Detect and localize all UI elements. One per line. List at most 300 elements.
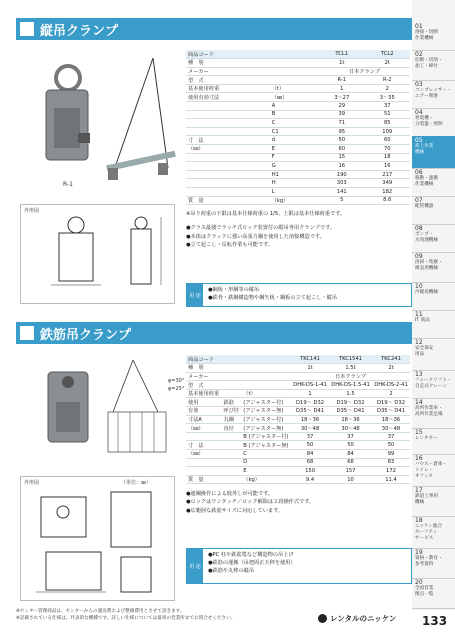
sidebar-item-number: 09 xyxy=(415,253,423,260)
table-cell: 種 別 xyxy=(186,59,270,68)
sidebar-item-label: 冷暖房機械 xyxy=(415,290,438,295)
table-cell xyxy=(186,110,270,119)
table-row xyxy=(186,389,410,398)
sidebar-item-13[interactable] xyxy=(412,370,455,398)
sidebar-item-06[interactable] xyxy=(412,168,455,196)
table-cell: 15 xyxy=(319,153,364,162)
table-row xyxy=(186,153,410,162)
table-row xyxy=(186,441,410,450)
table-cell: 217 xyxy=(364,170,410,179)
sidebar-item-number: 03 xyxy=(415,81,423,88)
table-cell: (アジャスター無) xyxy=(241,407,291,416)
table-cell: 日本クランプ xyxy=(291,372,410,381)
table-cell: 95 xyxy=(319,127,364,136)
table-cell: (アジャスター付) xyxy=(241,398,291,407)
table-cell: 141 xyxy=(319,188,364,197)
table-cell: （kg） xyxy=(270,196,319,205)
sidebar-item-label: レンタカー xyxy=(415,436,438,441)
table-cell: D19〜 D32 xyxy=(291,398,329,407)
table-cell xyxy=(222,432,242,441)
footer-note: ※センター管理商品は、センターからの運送費および整備費用とさせて頂きます。 xyxy=(16,609,185,614)
table-cell: 30〜48 xyxy=(291,424,329,433)
table-cell xyxy=(222,475,242,484)
feature-list xyxy=(186,224,412,249)
section-header-rebar-clamp xyxy=(16,322,412,344)
table-cell: 50 xyxy=(372,441,410,450)
sidebar-item-15[interactable] xyxy=(412,428,455,454)
feature-item: ●広範囲な鉄筋サイズに対応しています。 xyxy=(186,507,284,514)
angle-annotation: φ=25° xyxy=(168,386,185,392)
table-cell: 150 xyxy=(291,467,329,476)
table-cell: E xyxy=(241,467,291,476)
table-cell: （㎜） xyxy=(270,93,319,102)
sidebar-item-label: ハウス・倉庫・ トイレ・ オフィス xyxy=(415,462,448,479)
table-cell: F xyxy=(270,153,319,162)
footnote: ※吊り荷重の下限は基本仕様荷重の 1/5、上限は基本仕様荷重です。 xyxy=(186,211,346,217)
table-cell: 99 xyxy=(372,450,410,459)
sidebar-item-label: 荷上作業 機械 xyxy=(415,144,434,155)
notes-vertical-clamp xyxy=(186,210,412,250)
table-cell: （t） xyxy=(270,84,319,93)
table-cell: 鉄筋 xyxy=(222,398,242,407)
table-row xyxy=(186,188,410,197)
table-cell: （kg） xyxy=(241,475,291,484)
table-row xyxy=(186,59,410,68)
table-cell xyxy=(222,458,242,467)
table-cell: 30〜48 xyxy=(329,424,372,433)
use-item: ●鋼板・形鋼等の縦吊 xyxy=(208,287,260,293)
sidebar-item-05[interactable] xyxy=(412,136,455,168)
table-cell: DHK-DS-1-41 xyxy=(291,381,329,390)
table-cell xyxy=(222,467,242,476)
table-cell: 84 xyxy=(329,450,372,459)
table-cell: （㎜） xyxy=(186,450,222,459)
table-cell: 18〜36 xyxy=(329,415,372,424)
sidebar-item-number: 20 xyxy=(415,579,423,586)
table-cell: 84 xyxy=(291,450,329,459)
header-cell: TCL1 xyxy=(319,50,364,59)
spec-table-rebar-clamp xyxy=(186,355,410,484)
sidebar-item-label: 配管機器 xyxy=(415,204,434,209)
table-cell: 30〜48 xyxy=(372,424,410,433)
table-row xyxy=(186,432,410,441)
header-cell: TKC141 xyxy=(291,355,329,364)
table-cell: 60 xyxy=(319,145,364,154)
table-row xyxy=(186,450,410,459)
table-cell: 85 xyxy=(364,119,410,128)
table-cell xyxy=(222,372,242,381)
table-cell: 丸鋼 xyxy=(222,415,242,424)
header-cell: 商品コード xyxy=(186,355,291,364)
use-tag: 用 途 xyxy=(187,284,203,306)
page-number: 133 xyxy=(422,614,448,628)
sidebar-item-02[interactable] xyxy=(412,50,455,80)
table-row xyxy=(186,110,410,119)
sidebar-item-12[interactable] xyxy=(412,338,455,370)
table-cell: 2 xyxy=(364,84,410,93)
sidebar-item-17[interactable] xyxy=(412,486,455,516)
table-cell: 質 量 xyxy=(186,475,222,484)
sidebar-item-number: 06 xyxy=(415,169,423,176)
sidebar-item-number: 18 xyxy=(415,517,423,524)
table-cell: 18 xyxy=(364,153,410,162)
header-cell: TKC241 xyxy=(372,355,410,364)
sidebar-item-label: フォークリフト・ 自走式クレーン xyxy=(415,378,452,389)
sidebar-item-number: 05 xyxy=(415,137,423,144)
sidebar-item-label: ポンプ・ 水処理機械 xyxy=(415,232,438,243)
table-row xyxy=(186,458,410,467)
table-cell: メーカー xyxy=(186,67,270,76)
table-cell: 寸法A xyxy=(186,415,222,424)
sidebar-item-07[interactable] xyxy=(412,196,455,224)
sidebar-item-19[interactable] xyxy=(412,548,455,578)
table-cell: L xyxy=(270,188,319,197)
sidebar-item-03[interactable] xyxy=(412,80,455,108)
table-cell: 1.5t xyxy=(329,364,372,373)
sidebar-item-number: 13 xyxy=(415,371,423,378)
sidebar-item-18[interactable] xyxy=(412,516,455,548)
sidebar-item-label: 発電機・ 分電盤・照明 xyxy=(415,116,443,127)
table-cell: 303 xyxy=(319,179,364,188)
company-logo xyxy=(318,613,396,624)
footer-notes xyxy=(16,608,235,622)
product-photo-rebar-clamp xyxy=(18,352,185,467)
clamp-illustration xyxy=(48,372,88,442)
table-cell xyxy=(270,67,319,76)
sidebar-item-number: 12 xyxy=(415,339,423,346)
section-title: 鉄筋吊クランプ xyxy=(40,327,132,343)
feature-item: ●立て起こし・反転作業も可能です。 xyxy=(186,242,274,249)
table-row xyxy=(186,102,410,111)
sidebar-item-label: ニッケン総合 セーフティ サービス xyxy=(415,524,443,541)
drawing-label: 外形図 xyxy=(24,480,40,486)
sidebar-item-number: 04 xyxy=(415,109,423,116)
table-header-row xyxy=(186,355,410,364)
section-square-icon xyxy=(20,326,34,340)
table-row xyxy=(186,196,410,205)
model-label: R-1 xyxy=(63,181,73,188)
table-cell: 3〜35 xyxy=(364,93,410,102)
table-cell: 39 xyxy=(319,110,364,119)
table-cell xyxy=(241,372,291,381)
table-cell: 37 xyxy=(372,432,410,441)
table-cell: 10 xyxy=(329,475,372,484)
use-item: ●鉄骨・鉄鋼構造物や鋼矢板・鋼板の立て起こし・縦吊 xyxy=(208,295,338,302)
sidebar-item-11[interactable] xyxy=(412,310,455,338)
table-cell xyxy=(186,432,222,441)
sidebar-item-number: 16 xyxy=(415,455,423,462)
table-cell: 60 xyxy=(364,136,410,145)
use-item: ●PC 柱や鉄筋篭など構造物の吊上げ xyxy=(208,552,294,558)
table-cell: 寸 法 xyxy=(186,441,222,450)
sidebar-item-number: 01 xyxy=(415,23,423,30)
table-cell: 型 式 xyxy=(186,76,270,85)
table-cell xyxy=(186,127,270,136)
sidebar-item-number: 02 xyxy=(415,51,423,58)
sidebar-item-number: 14 xyxy=(415,399,423,406)
table-cell: 190 xyxy=(319,170,364,179)
table-cell xyxy=(186,188,270,197)
table-cell: 51 xyxy=(364,110,410,119)
table-cell xyxy=(186,119,270,128)
table-cell: DHK-DS-1.5-41 xyxy=(329,381,372,390)
sidebar-item-20[interactable] xyxy=(412,578,455,608)
unit-label: （単位：㎜） xyxy=(121,480,152,486)
sidebar-item-08[interactable] xyxy=(412,224,455,252)
table-row xyxy=(186,136,410,145)
product-photo-vertical-clamp xyxy=(18,48,178,198)
table-row xyxy=(186,415,410,424)
sidebar-item-10[interactable] xyxy=(412,282,455,310)
table-cell: 種 別 xyxy=(186,364,222,373)
sidebar-item-label: 切断・切削・ 加工・締付 xyxy=(415,58,443,69)
table-row xyxy=(186,424,410,433)
table-cell: 3〜27 xyxy=(319,93,364,102)
sidebar-divider xyxy=(412,608,455,609)
table-cell: 2t xyxy=(364,59,410,68)
table-cell: H1 xyxy=(270,170,319,179)
table-row xyxy=(186,398,410,407)
sidebar-item-label: 高所作業車・ 高所作業足場 xyxy=(415,406,443,417)
use-item: ●鉄筋の運搬（吊把両正天秤を使用） xyxy=(208,560,296,567)
spec-table-vertical-clamp xyxy=(186,50,410,205)
table-cell: 2t xyxy=(372,364,410,373)
table-cell: R-2 xyxy=(364,76,410,85)
table-cell: 呼び径 xyxy=(222,407,242,416)
drawing-svg xyxy=(21,205,174,303)
table-cell xyxy=(222,389,242,398)
sidebar-item-number: 17 xyxy=(415,487,423,494)
table-cell: 71 xyxy=(319,119,364,128)
use-tag: 用 途 xyxy=(187,549,203,583)
table-row xyxy=(186,67,410,76)
table-cell: 29 xyxy=(319,102,364,111)
table-row xyxy=(186,467,410,476)
footer-note: ※記載されている仕様は、代表的な機種です。詳しい仕様については最寄の営業所までお問合せください。 xyxy=(16,616,236,621)
sidebar-item-label: 清掃・集塵・ 換気用機械 xyxy=(415,260,443,271)
table-cell: 基本使用荷重 xyxy=(186,84,270,93)
table-row xyxy=(186,170,410,179)
table-cell: C xyxy=(270,119,319,128)
table-cell: 37 xyxy=(329,432,372,441)
header-cell: TKC1541 xyxy=(329,355,372,364)
sidebar-item-number: 10 xyxy=(415,283,423,290)
sidebar-item-label: 安全保安 用品 xyxy=(415,346,434,357)
table-cell: 1 xyxy=(291,389,329,398)
table-cell: D19〜 D32 xyxy=(329,398,372,407)
sidebar-item-16[interactable] xyxy=(412,454,455,486)
table-cell: 1.5 xyxy=(329,389,372,398)
table-cell xyxy=(186,162,270,171)
table-cell: 使用 xyxy=(186,398,222,407)
sidebar-item-number: 15 xyxy=(415,429,423,436)
table-cell xyxy=(186,467,222,476)
outline-drawing-rebar-clamp xyxy=(20,476,175,601)
table-cell xyxy=(222,441,242,450)
table-cell: 1 xyxy=(319,84,364,93)
header-cell: TCL2 xyxy=(364,50,410,59)
table-row xyxy=(186,364,410,373)
table-cell: （㎜） xyxy=(186,145,270,154)
feature-item: ●クラス最強でラッチ式ロック装置付の縦吊専用クランプです。 xyxy=(186,225,336,232)
table-cell: B (アジャスター無) xyxy=(241,441,291,450)
table-cell: DHK-DS-2-41 xyxy=(372,381,410,390)
table-cell xyxy=(186,153,270,162)
table-row xyxy=(186,84,410,93)
table-cell: 109 xyxy=(364,127,410,136)
table-header-row xyxy=(186,50,410,59)
sidebar-item-label: 溶接・切断 作業機械 xyxy=(415,30,438,41)
table-cell xyxy=(222,381,242,390)
sidebar-item-number: 11 xyxy=(415,311,423,318)
table-cell: (アジャスター無) xyxy=(241,424,291,433)
table-cell: 172 xyxy=(372,467,410,476)
table-cell: 寸 法 xyxy=(186,136,270,145)
drawing-label: 外形図 xyxy=(24,208,40,214)
outline-drawing-vertical-clamp xyxy=(20,204,175,304)
feature-item: ●ロックはワンタッチ／ロック解除は２段操作式です。 xyxy=(186,499,315,506)
table-cell xyxy=(270,76,319,85)
table-cell xyxy=(241,364,291,373)
use-item: ●鉄筋や丸棒の縦吊 xyxy=(208,568,255,575)
section-header-vertical-clamp xyxy=(16,18,412,40)
table-row xyxy=(186,93,410,102)
table-cell: d xyxy=(270,136,319,145)
sidebar-item-number: 08 xyxy=(415,225,423,232)
feature-item: ●本体はクラックに強い高張力鋼を使用した溶接構造です。 xyxy=(186,233,325,240)
table-row xyxy=(186,162,410,171)
table-cell xyxy=(222,364,242,373)
table-cell: 8.6 xyxy=(364,196,410,205)
table-cell: 18〜36 xyxy=(372,415,410,424)
table-cell xyxy=(222,450,242,459)
table-cell: 68 xyxy=(329,458,372,467)
table-cell: E xyxy=(270,145,319,154)
sidebar-item-04[interactable] xyxy=(412,108,455,136)
table-cell xyxy=(186,170,270,179)
table-cell: 16 xyxy=(319,162,364,171)
table-row xyxy=(186,372,410,381)
table-cell: 基本使用荷重 xyxy=(186,389,222,398)
table-cell: 50 xyxy=(319,136,364,145)
table-row xyxy=(186,145,410,154)
table-cell: 1t xyxy=(291,364,329,373)
table-cell: 37 xyxy=(291,432,329,441)
table-cell: (アジャスター付) xyxy=(241,415,291,424)
section-square-icon xyxy=(20,22,34,36)
table-row xyxy=(186,179,410,188)
table-cell: D35〜 D41 xyxy=(329,407,372,416)
sidebar-item-09[interactable] xyxy=(412,252,455,282)
section-title: 縦吊クランプ xyxy=(40,23,119,39)
table-row xyxy=(186,475,410,484)
table-cell: （t） xyxy=(241,389,291,398)
table-cell: 9.4 xyxy=(291,475,329,484)
table-cell: 50 xyxy=(291,441,329,450)
table-cell: H xyxy=(270,179,319,188)
table-cell: A xyxy=(270,102,319,111)
table-cell: C1 xyxy=(270,127,319,136)
header-cell: 商品コード xyxy=(186,50,319,59)
table-cell: D35〜 D41 xyxy=(372,407,410,416)
table-cell: D19〜 D32 xyxy=(372,398,410,407)
table-cell: 2 xyxy=(372,389,410,398)
table-cell xyxy=(186,102,270,111)
table-cell: G xyxy=(270,162,319,171)
logo-mark-icon xyxy=(318,614,327,623)
table-cell: 1t xyxy=(319,59,364,68)
table-cell xyxy=(186,179,270,188)
notes-rebar-clamp xyxy=(186,490,412,515)
table-cell: D xyxy=(241,458,291,467)
table-cell xyxy=(186,458,222,467)
sidebar-item-label: 鉄道工事用 機械 xyxy=(415,494,438,505)
table-cell: 16 xyxy=(364,162,410,171)
table-cell: 質 量 xyxy=(186,196,270,205)
table-cell xyxy=(241,381,291,390)
table-row xyxy=(186,76,410,85)
use-list xyxy=(203,549,301,583)
clamp-illustration xyxy=(46,66,90,160)
sidebar-item-number: 07 xyxy=(415,197,423,204)
usage-illustration xyxy=(108,360,166,452)
table-cell: 182 xyxy=(364,188,410,197)
table-cell: C xyxy=(241,450,291,459)
table-cell: 157 xyxy=(329,467,372,476)
sidebar-item-label: 資格・教育・ 参考資料 xyxy=(415,556,443,567)
table-cell: 型 式 xyxy=(186,381,222,390)
table-cell: B (アジャスター付) xyxy=(241,432,291,441)
use-box-vertical-clamp xyxy=(186,283,412,307)
table-row xyxy=(186,119,410,128)
sidebar-item-label: 移動・運搬 作業機械 xyxy=(415,176,438,187)
table-row xyxy=(186,407,410,416)
table-cell: 37 xyxy=(364,102,410,111)
table-cell: 5 xyxy=(319,196,364,205)
table-cell: D35〜 D41 xyxy=(291,407,329,416)
sidebar-item-14[interactable] xyxy=(412,398,455,428)
table-cell: 有効 xyxy=(186,407,222,416)
table-cell: 日本クランプ xyxy=(319,67,410,76)
table-cell xyxy=(270,59,319,68)
table-cell: 18〜36 xyxy=(291,415,329,424)
table-cell: 11.4 xyxy=(372,475,410,484)
category-index-sidebar xyxy=(412,0,455,610)
table-cell: メーカー xyxy=(186,372,222,381)
table-cell: B xyxy=(270,110,319,119)
sidebar-item-label: 全国営業 拠点一覧 xyxy=(415,586,434,597)
use-box-rebar-clamp xyxy=(186,548,412,584)
table-cell: 使用有効寸法 xyxy=(186,93,270,102)
table-row xyxy=(186,381,410,390)
sidebar-item-01[interactable] xyxy=(412,22,455,50)
table-row xyxy=(186,127,410,136)
angle-annotation: φ=30° xyxy=(168,378,185,384)
table-cell: 70 xyxy=(364,145,410,154)
logo-text: レンタルのニッケン xyxy=(330,614,397,623)
table-cell: R-1 xyxy=(319,76,364,85)
drawing-svg xyxy=(21,477,174,600)
sidebar-item-label: コンプレッサー・ エアー関連 xyxy=(415,88,452,99)
table-cell: 349 xyxy=(364,179,410,188)
table-cell: 50 xyxy=(329,441,372,450)
table-cell: 83 xyxy=(372,458,410,467)
table-cell: 直径 xyxy=(222,424,242,433)
use-list xyxy=(203,284,342,306)
usage-illustration xyxy=(106,58,176,180)
sidebar-item-label: IT 商品 xyxy=(415,318,430,323)
table-cell: 68 xyxy=(291,458,329,467)
